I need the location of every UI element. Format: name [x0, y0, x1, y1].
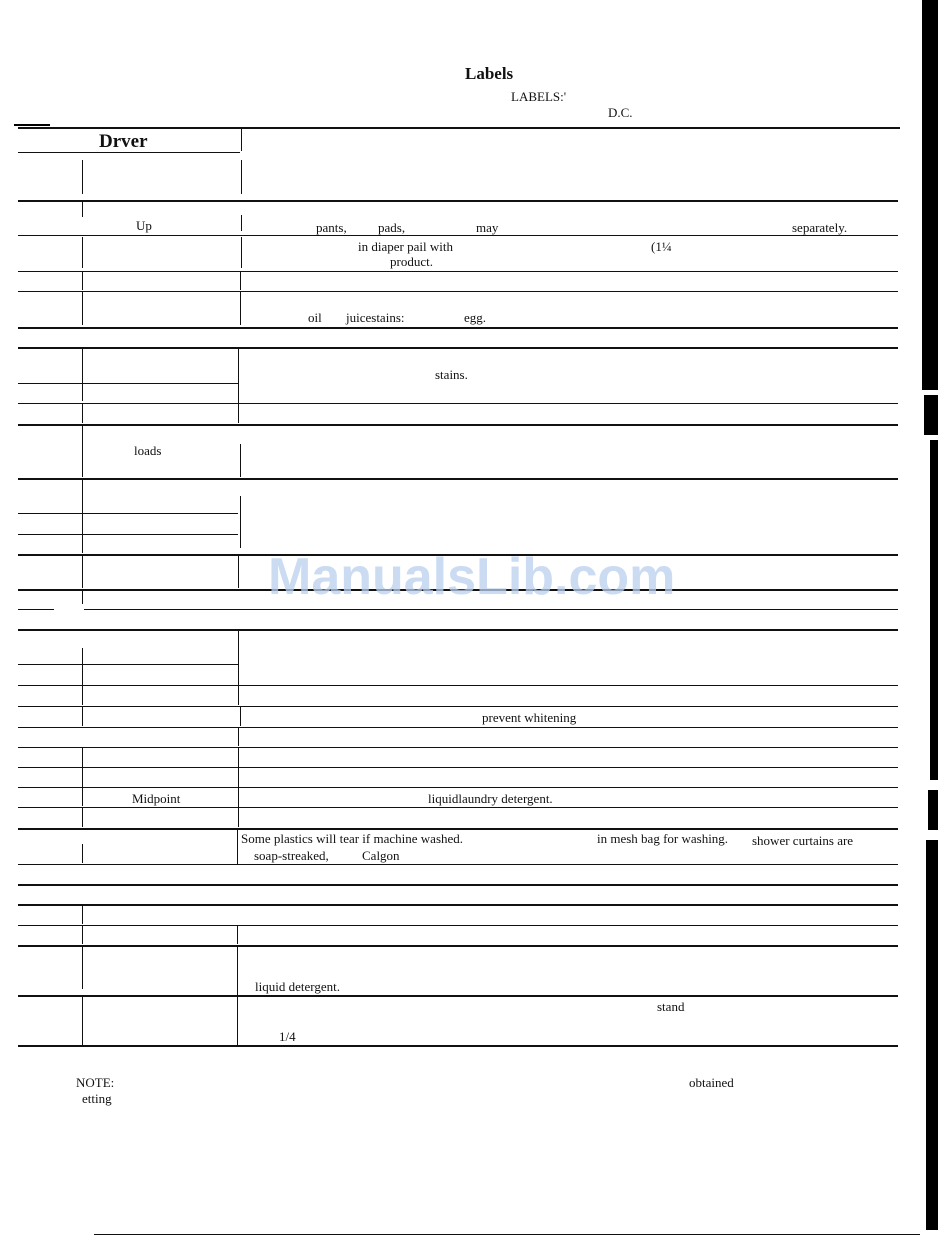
table-rule: [18, 864, 898, 865]
column-rule: [82, 272, 83, 290]
table-rule: [18, 767, 898, 768]
text-prevent-whitening: prevent whitening: [482, 710, 577, 725]
column-rule: [82, 160, 83, 194]
column-rule: [240, 496, 241, 548]
text-note: NOTE:: [76, 1075, 115, 1090]
column-rule: [240, 292, 241, 325]
column-rule: [82, 237, 83, 268]
table-rule: [18, 945, 898, 947]
column-rule: [82, 292, 83, 325]
column-rule: [82, 648, 83, 685]
text-diaper-pail: in diaper pail with: [358, 239, 453, 254]
text-quarter: 1/4: [279, 1029, 296, 1044]
column-rule: [82, 591, 83, 604]
column-rule: [238, 728, 239, 746]
column-rule: [238, 404, 239, 423]
table-rule: [18, 747, 898, 748]
column-rule: [237, 947, 238, 995]
column-rule: [82, 556, 83, 588]
column-rule: [82, 404, 83, 423]
text-midpoint: Midpoint: [132, 791, 181, 806]
text-liquid-laundry: liquidlaundry detergent.: [428, 791, 553, 806]
column-rule: [238, 349, 239, 403]
table-rule: [18, 327, 898, 329]
column-rule: [238, 748, 239, 807]
text-may: may: [476, 220, 499, 235]
table-rule: [18, 807, 898, 808]
text-stains: stains.: [435, 367, 468, 382]
text-calgon: Calgon: [362, 848, 400, 863]
table-rule: [18, 995, 898, 997]
column-rule: [82, 926, 83, 944]
column-rule: [82, 947, 83, 989]
table-rule: [18, 904, 898, 906]
table-rule: [18, 291, 898, 292]
text-plastics: Some plastics will tear if machine washed.: [241, 831, 464, 846]
column-rule: [82, 707, 83, 726]
edge-mark: [928, 790, 938, 830]
text-separately: separately.: [792, 220, 848, 235]
text-mesh-bag: in mesh bag for washing.: [597, 831, 729, 846]
column-rule: [237, 997, 238, 1045]
edge-mark: [14, 124, 50, 126]
watermark: ManualsLib.com: [268, 548, 676, 606]
edge-mark: [924, 395, 938, 435]
table-rule: [18, 152, 240, 153]
edge-mark: [926, 840, 938, 1230]
text-pants: pants,: [316, 220, 347, 235]
table-rule: [18, 1045, 898, 1047]
table-rule: [18, 347, 898, 349]
column-rule: [241, 129, 242, 151]
text-stand: stand: [657, 999, 685, 1014]
edge-mark: [922, 0, 938, 390]
column-rule: [82, 906, 83, 924]
table-rule: [18, 828, 898, 830]
table-rule: [18, 383, 238, 384]
table-rule: [18, 925, 898, 926]
page-title: Labels: [465, 64, 514, 83]
table-rule: [18, 629, 898, 631]
text-product: product.: [390, 254, 433, 269]
table-rule: [18, 200, 898, 202]
column-rule: [82, 844, 83, 863]
column-rule: [238, 631, 239, 685]
column-rule: [238, 686, 239, 705]
table-rule: [18, 685, 898, 686]
column-rule: [238, 556, 239, 588]
column-rule: [241, 160, 242, 194]
text-obtained: obtained: [689, 1075, 734, 1090]
table-rule: [18, 424, 898, 426]
column-rule: [240, 707, 241, 726]
text-shower: shower curtains are: [752, 833, 854, 848]
column-rule: [241, 237, 242, 268]
table-rule: [18, 534, 238, 535]
table-rule: [18, 403, 898, 404]
column-rule: [238, 808, 239, 827]
column-rule: [82, 997, 83, 1045]
table-rule: [18, 271, 898, 272]
column-rule: [240, 444, 241, 477]
column-rule: [237, 830, 238, 864]
column-rule: [82, 808, 83, 827]
table-rule: [18, 664, 238, 665]
text-egg: egg.: [464, 310, 487, 325]
column-rule: [237, 926, 238, 944]
table-rule: [18, 787, 898, 788]
table-rule: [18, 513, 238, 514]
table-rule: [18, 609, 54, 610]
table-rule: [84, 609, 898, 610]
table-rule: [18, 478, 898, 480]
table-rule: [18, 727, 898, 728]
text-up: Up: [136, 218, 152, 233]
column-rule: [82, 480, 83, 553]
column-rule: [82, 349, 83, 401]
column-rule: [241, 215, 242, 231]
text-soap-streaked: soap-streaked,: [254, 848, 329, 863]
text-juicestains: juicestains:: [346, 310, 405, 325]
column-rule: [82, 686, 83, 705]
text-etting: etting: [82, 1091, 112, 1106]
edge-mark: [930, 440, 938, 780]
column-rule: [82, 426, 83, 477]
text-pads: pads,: [378, 220, 406, 235]
column-rule: [82, 202, 83, 217]
header-subtitle: LABELS:': [511, 89, 567, 104]
bottom-rule: [94, 1234, 920, 1235]
table-rule: [18, 706, 898, 707]
text-loads: loads: [134, 443, 162, 458]
text-one-quarter: (1¼: [651, 239, 672, 254]
table-rule: [18, 127, 900, 129]
column-rule: [82, 748, 83, 806]
header-dc: D.C.: [608, 105, 633, 120]
column-heading: Drver: [99, 131, 148, 152]
table-rule: [18, 884, 898, 886]
table-rule: [18, 235, 898, 236]
column-rule: [240, 272, 241, 290]
text-oil: oil: [308, 310, 322, 325]
text-liquid-detergent: liquid detergent.: [255, 979, 340, 994]
